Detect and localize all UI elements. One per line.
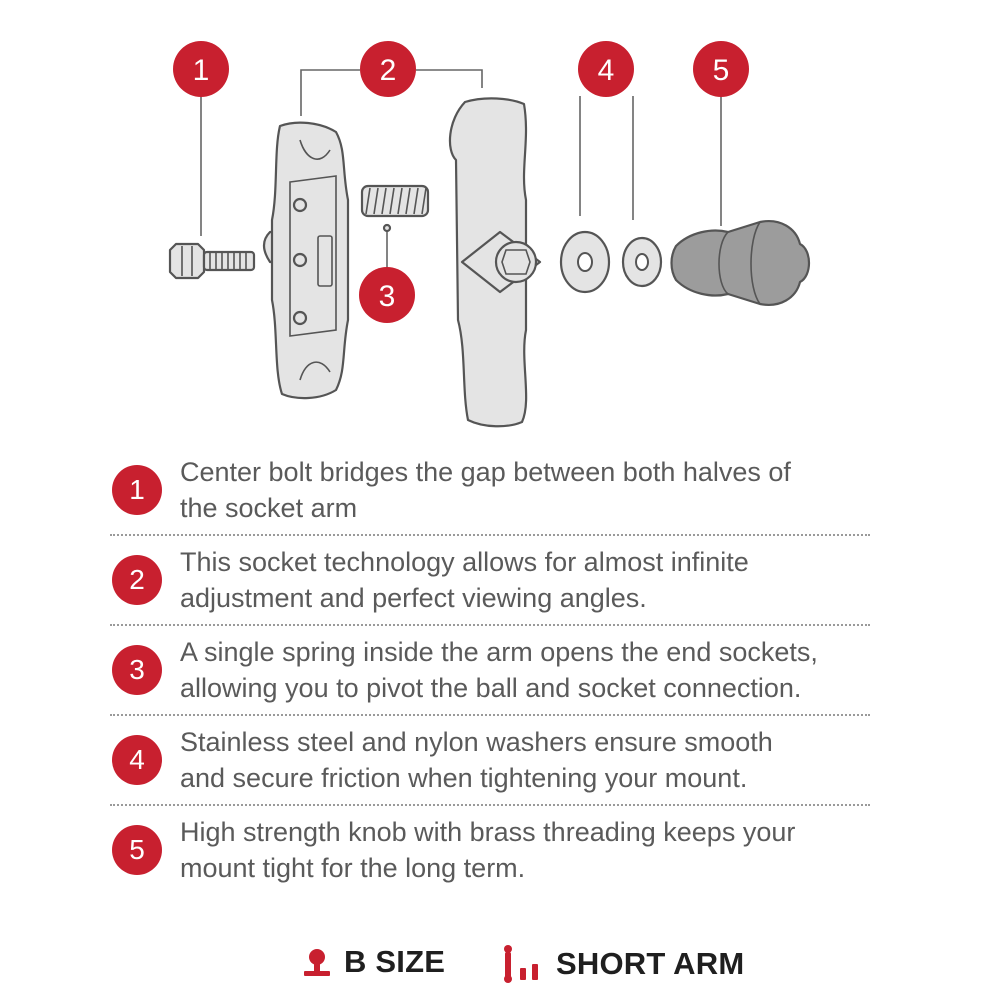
legend-line: and secure friction when tightening your mount. bbox=[180, 763, 748, 793]
socket-arm-half-front bbox=[264, 123, 348, 398]
legend-number-badge: 3 bbox=[112, 645, 162, 695]
legend-line: adjustment and perfect viewing angles. bbox=[180, 583, 647, 613]
callout-badge-2 bbox=[360, 41, 416, 97]
spec-footer bbox=[0, 936, 1000, 992]
legend-number-badge: 1 bbox=[112, 465, 162, 515]
legend-description bbox=[180, 544, 870, 616]
parts-legend bbox=[110, 446, 870, 894]
svg-text:5: 5 bbox=[712, 54, 730, 87]
legend-item-2 bbox=[110, 536, 870, 626]
legend-line: High strength knob with brass threading keeps your bbox=[180, 817, 796, 847]
size-spec bbox=[300, 944, 445, 980]
callout-badge-5 bbox=[693, 41, 749, 97]
legend-line: A single spring inside the arm opens the end sockets, bbox=[180, 637, 818, 667]
legend-line: Stainless steel and nylon washers ensure smooth bbox=[180, 727, 773, 757]
svg-text:2: 2 bbox=[379, 54, 397, 87]
center-bolt-part bbox=[170, 244, 254, 278]
svg-text:4: 4 bbox=[597, 54, 615, 87]
ball-size-icon bbox=[300, 945, 334, 979]
exploded-parts-diagram bbox=[0, 0, 1000, 440]
legend-line: This socket technology allows for almost infinite bbox=[180, 547, 749, 577]
legend-description bbox=[180, 814, 870, 886]
legend-description bbox=[180, 454, 870, 526]
legend-description bbox=[180, 634, 870, 706]
legend-item-1 bbox=[110, 446, 870, 536]
legend-number-badge: 5 bbox=[112, 825, 162, 875]
legend-line: allowing you to pivot the ball and socket connection. bbox=[180, 673, 802, 703]
spring-part bbox=[362, 186, 428, 231]
stainless-steel-washer bbox=[561, 232, 609, 292]
legend-line: the socket arm bbox=[180, 493, 358, 523]
legend-description bbox=[180, 724, 870, 796]
legend-item-5 bbox=[110, 806, 870, 894]
legend-item-4 bbox=[110, 716, 870, 806]
legend-line: mount tight for the long term. bbox=[180, 853, 526, 883]
callout-badge-1 bbox=[173, 41, 229, 97]
svg-text:1: 1 bbox=[192, 54, 210, 87]
callout-badge-4 bbox=[578, 41, 634, 97]
size-label: B SIZE bbox=[344, 944, 446, 979]
svg-text:3: 3 bbox=[378, 280, 396, 313]
arm-length-icon bbox=[502, 944, 548, 984]
callout-badge-3 bbox=[359, 267, 415, 323]
arm-label: SHORT ARM bbox=[556, 946, 745, 981]
nylon-washer bbox=[623, 238, 661, 286]
arm-spec bbox=[502, 944, 744, 984]
legend-number-badge: 2 bbox=[112, 555, 162, 605]
tightening-knob-part bbox=[672, 221, 810, 305]
socket-arm-half-back bbox=[450, 98, 540, 426]
legend-line: Center bolt bridges the gap between both halves of bbox=[180, 457, 791, 487]
legend-number-badge: 4 bbox=[112, 735, 162, 785]
legend-item-3 bbox=[110, 626, 870, 716]
